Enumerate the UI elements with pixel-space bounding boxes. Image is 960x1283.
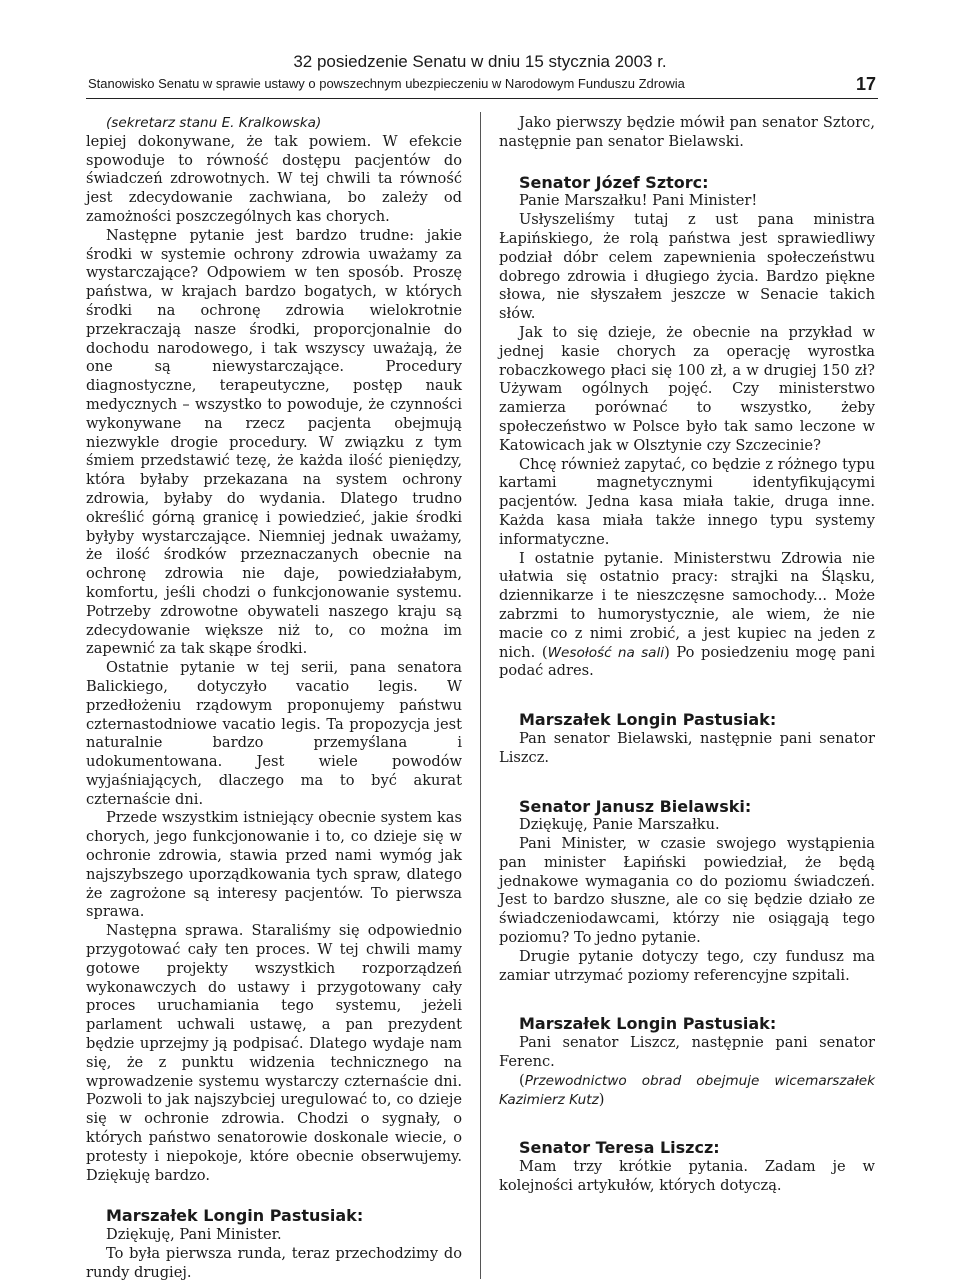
speaker-heading: Marszałek Longin Pastusiak: [106,1206,364,1226]
speaker-heading: Senator Józef Sztorc: [519,172,709,192]
paragraph: Chcę również zapytać, co będzie z różnego typu kartami magnetycznymi identyfikującymi pacjentów. Jedna kasa miała takie, druga inne. Każda kasa miała także innego typu systemy informatyczne. [499,455,875,548]
speaker-note: (sekretarz stanu E. Kralkowska) [106,115,322,131]
speaker-heading: Senator Teresa Liszcz: [519,1138,720,1158]
paragraph: Jako pierwszy będzie mówił pan senator Sztorc, następnie pan senator Bielawski. [499,114,875,150]
paragraph: Pani Minister, w czasie swojego wystąpienia pan minister Łapiński powiedział, że będą jednakowe wymagania co do poziomu świadczeń. Jest to bardzo słuszne, ale co się będzie działo ze świadczeniodawcami, którzy nie osiągają tego poziomu? To jedno pytanie. [499,835,875,947]
paragraph [499,550,875,682]
speaker-heading: Marszałek Longin Pastusiak: [519,710,777,730]
paragraph: Drugie pytanie dotyczy tego, czy fundusz ma zamiar utrzymać poziomy referencyjne szpitali. [499,947,875,984]
paragraph: Następna sprawa. Staraliśmy się odpowiednio przygotować cały ten proces. W tej chwili mamy gotowe projekty wszystkich rozporządzeń wykonawczych do ustawy i przygotowany cały proces uruchamiania tego systemu, jeżeli parlament uchwali ustawę, a pan prezydent będzie uprzejmy ją podpisać. Dlatego wydaje nam się, że z punktu widzenia technicznego na wprowadzenie systemu wystarczy czternaście dni. Pozwoli to jak najszybciej uregulować to, co dzieje się w ochronie zdrowia. Chodzi o sygnały, o których państwo senatorowie doskonale wiecie, o protesty i niepokoje, które obecnie obserwujemy. Dziękuję bardzo. [86,922,462,1184]
paragraph: Następne pytanie jest bardzo trudne: jakie środki w systemie ochrony zdrowia uważamy za wystarczające? Odpowiem w ten sposób. Proszę państwa, w krajach bardzo bogatych, w których środki na ochronę zdrowia wielokrotnie przekraczają nasze środki, proporcjonalnie do dochodu narodowego, i tak wszyscy uważają, że one są niewystarczające. Procedury diagnostyczne, terapeutyczne, postęp nauk medycznych – wszystko to powoduje, że czynności wykonywane na rzecz pacjenta obejmują niezwykle drogie procedury. W związku z tym śmiem przedstawić tezę, że każda ilość pieniędzy, która byłaby przekazana na system ochrony zdrowia, byłaby do wydania. Dlatego trudno określić górną granicę i powiedzieć, jakie środki byłyby wystarczające. Niemniej jednak uważamy, że ilość środków przeznaczanych obecnie na ochronę zdrowia nie daje, powiedziałabym, komfortu, jeśli chodzi o funkcjonowanie systemu. Potrzeby zdrowotne obywateli naszego kraju są zdecydowanie większe niż to, co można im zapewnić za tak skąpe środki. [86,226,462,658]
paragraph: Przede wszystkim istniejący obecnie system kas chorych, jego funkcjonowanie i to, co dzieje się w ochronie zdrowia, stawia przed nami wymóg jak najszybszego uporządkowania tych spraw, dlatego że zagrożone są interesy pacjentów. To pierwsza sprawa. [86,809,462,921]
speaker-heading: Senator Janusz Bielawski: [519,796,752,816]
paragraph: Pan senator Bielawski, następnie pani senator Liszcz. [499,729,875,766]
header-rule [86,98,878,99]
paragraph: Dziękuję, Pani Minister. [106,1226,282,1244]
stage-direction: Przewodnictwo obrad obejmuje wicemarszałek Kazimierz Kutz [499,1072,875,1108]
paragraph: lepiej dokonywane, że tak powiem. W efekcie spowoduje to równość dostępu pacjentów do świadczeń zdrowotnych. W tej chwili ta równość jest zdecydowanie zachwiana, bo zależy od zamożności poszczególnych kas chorych. [86,132,462,225]
column-divider [480,112,481,1279]
paragraph: (Przewodnictwo obrad obejmuje wicemarszałek Kazimierz Kutz) [499,1071,875,1108]
paragraph-text: ) Po posiedzeniu mogę pani podać adres. [499,643,875,680]
paragraph: To była pierwsza runda, teraz przechodzimy do rundy drugiej. [86,1245,462,1281]
paragraph-text: I ostatnie pytanie. Ministerstwu Zdrowia nie ułatwia się ostatnio pracy: strajki na Śląsku, dziennikarze i te nieszczęsne samochody... Może zabrzmi to humorystycznie, ale wiem, że nie macie co z nimi zrobić, a jest kupiec na jeden z nich. ( [499,549,875,661]
right-column [499,114,875,1196]
paragraph: Dziękuję, Panie Marszałku. [519,816,720,834]
paragraph: Panie Marszałku! Pani Minister! [519,192,758,210]
paragraph: Ostatnie pytanie w tej serii, pana senatora Balickiego, dotyczyło vacatio legis. W przedłożeniu rządowym proponujemy państwu czternastodniowe vacatio legis. Ta propozycja jest naturalnie bardzo przemyślana i udokumentowana. Jest wiele powodów wyjaśniających, dlaczego ma to być akurat czternaście dni. [86,659,462,808]
page-header-title: 32 posiedzenie Senatu w dniu 15 stycznia 2003 r. [293,52,667,71]
stage-direction: Wesołość na sali [547,644,665,661]
paragraph: Pani senator Liszcz, następnie pani senator Ferenc. [499,1034,875,1071]
page-header-subtitle: Stanowisko Senatu w sprawie ustawy o powszechnym ubezpieczeniu w Narodowym Funduszu Zdrowia [88,76,685,91]
paragraph: Usłyszeliśmy tutaj z ust pana ministra Łapińskiego, że rolą państwa jest sprawiedliwy podział dóbr celem zapewnienia społeczeństwu dobrego zdrowia i długiego życia. Bardzo piękne słowa, nie słyszałem jeszcze w Senacie takich słów. [499,211,875,323]
paragraph: Jak to się dzieje, że obecnie na przykład w jednej kasie chorych za operację wyrostka robaczkowego płaci się 100 zł, a w drugiej 150 zł? Używam ogólnych pojęć. Czy ministerstwo zamierza porównać to wszystko, żeby społeczeństwo w Polsce było tak samo leczone w Katowicach jak w Olsztynie czy Szczecinie? [499,323,875,454]
left-column [86,114,462,1283]
page-number: 17 [855,74,876,94]
paragraph: Mam trzy krótkie pytania. Zadam je w kolejności artykułów, których dotyczą. [499,1158,875,1195]
speaker-heading: Marszałek Longin Pastusiak: [519,1014,777,1034]
